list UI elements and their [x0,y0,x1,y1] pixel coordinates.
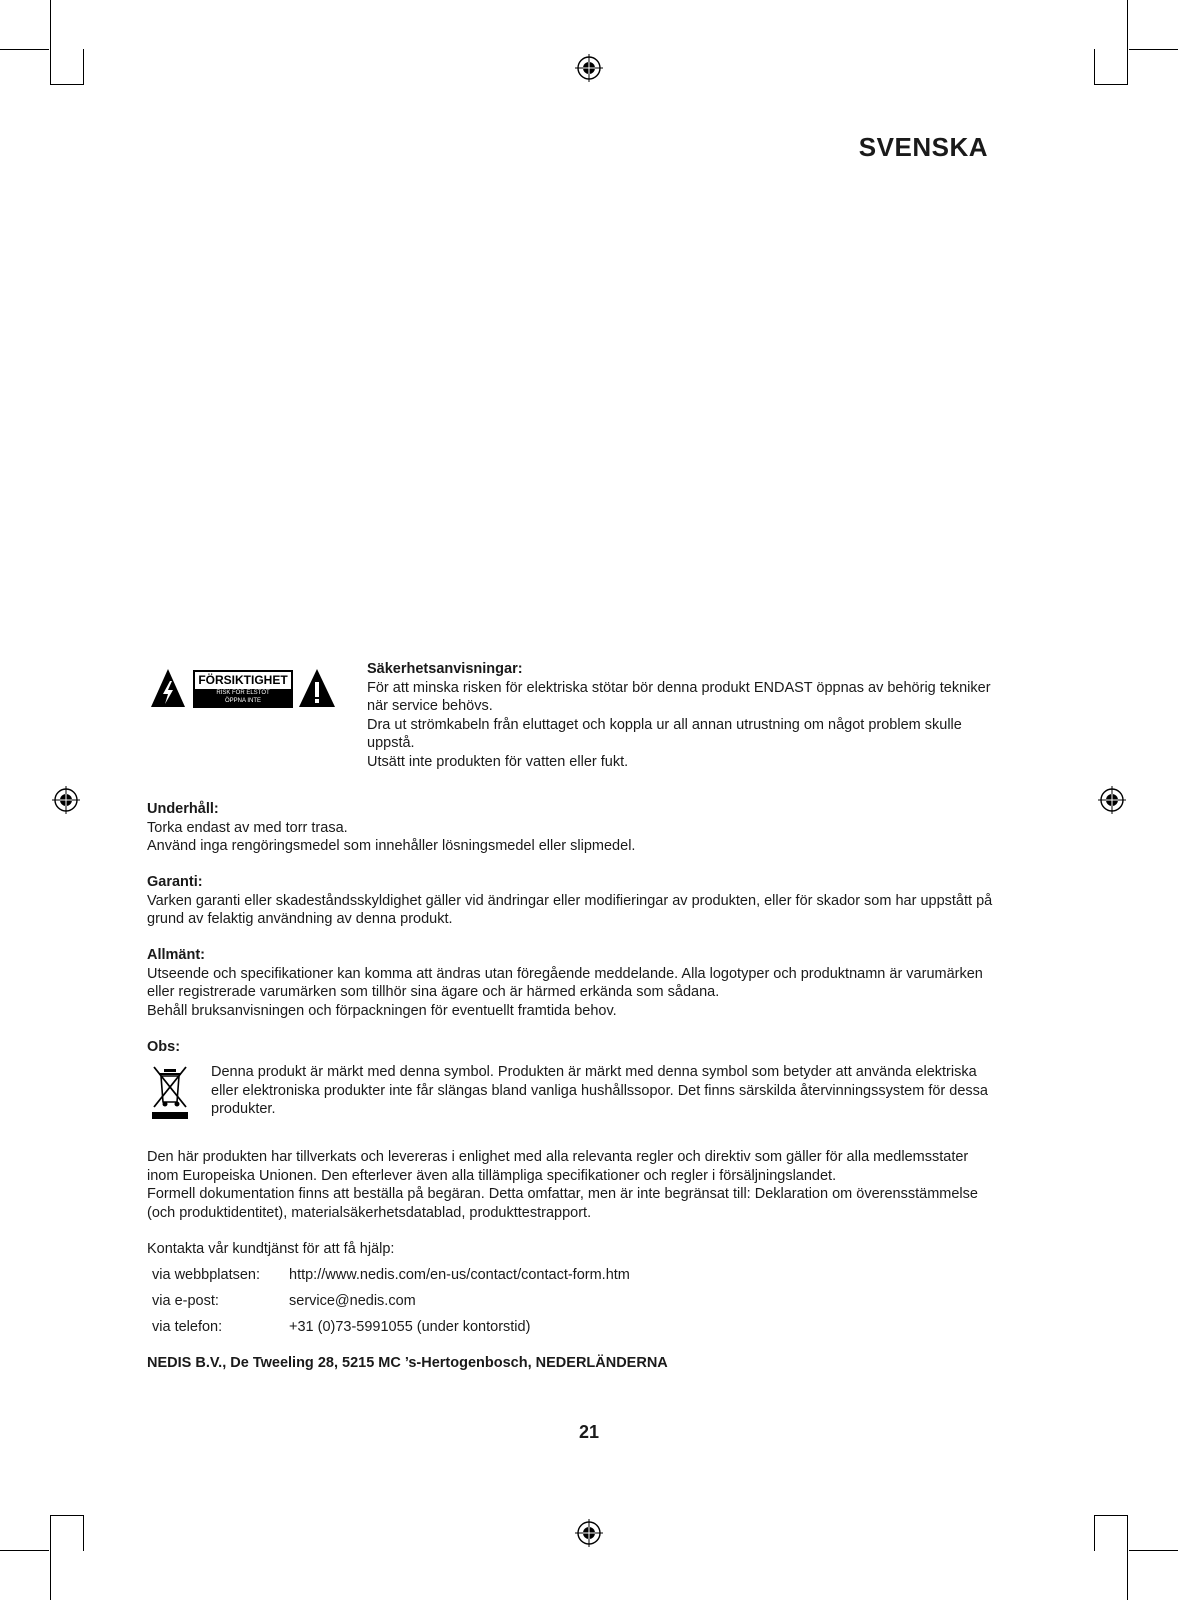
exclamation-warning-icon [298,667,336,709]
section-heading: Allmänt: [147,947,205,963]
contact-label: via e-post: [152,1293,219,1309]
paragraph-line: inom Europeiska Unionen. Den efterlever även alla tillämpliga specifikationer och regler i försäljningslandet. [147,1167,837,1184]
section-heading: Säkerhetsanvisningar: [367,661,523,677]
paragraph-line: Utseende och specifikationer kan komma att ändras utan föregående meddelande. Alla logotyper och produktnamn är varumärken [147,965,983,982]
caution-subtitle: ÖPPNA INTE [224,698,261,704]
paragraph-line: Formell dokumentation finns att beställa på begäran. Detta omfattar, men är inte begränsat till: Deklaration om överensstämmelse [147,1186,978,1202]
paragraph-line: eller registrerade varumärken som tillhör sina ägare och är härmed erkända som sådana. [147,984,720,1000]
paragraph-line: Torka endast av med torr trasa. [147,819,348,836]
contact-phone: +31 (0)73-5991055 (under kontorstid) [289,1319,531,1335]
electric-shock-warning-icon [150,667,186,709]
registration-mark-icon [1097,785,1127,815]
section-heading: Garanti: [147,874,203,890]
paragraph-line: Varken garanti eller skadeståndsskyldighet gäller vid ändringar eller modifieringar av produkten, eller för skador som har uppstått på [147,892,993,909]
paragraph-line: Denna produkt är märkt med denna symbol. Produkten är märkt med denna symbol som betyder att använda elektriska [211,1064,977,1080]
caution-box [193,670,293,708]
caution-subtitle: RISK FÖR ELSTÖT [216,690,270,696]
paragraph-line: uppstå. [367,735,415,751]
note-body [211,1063,1011,1119]
section-heading: Underhåll: [147,801,219,817]
contact-label: via webbplatsen: [152,1267,261,1283]
caution-title: FÖRSIKTIGHET [195,672,291,689]
contact-label: via telefon: [152,1319,223,1335]
contact-website-link[interactable]: http://www.nedis.com/en-us/contact/contact-form.htm [289,1267,630,1283]
paragraph-line: (och produktidentitet), materialsäkerhetsdatablad, produkttestrapport. [147,1204,592,1221]
section-heading: Obs: [147,1039,181,1055]
paragraph-line: produkter. [211,1101,276,1117]
page-number: 21 [578,1422,600,1442]
language-heading: SVENSKA [858,132,988,162]
company-address: NEDIS B.V., De Tweeling 28, 5215 MC ’s-Hertogenbosch, NEDERLÄNDERNA [147,1355,668,1371]
paragraph-line: grund av felaktig användning av denna produkt. [147,911,453,927]
general-section [147,946,1027,1020]
paragraph-line: Den här produkten har tillverkats och levereras i enlighet med alla relevanta regler och direktiv som gäller för alla medlemsstater [147,1149,969,1165]
caution-warning-label [150,667,340,711]
paragraph-line: när service behövs. [367,698,493,714]
paragraph-line: Använd inga rengöringsmedel som innehåller lösningsmedel eller slipmedel. [147,838,636,854]
paragraph-line: Utsätt inte produkten för vatten eller fukt. [367,753,629,770]
paragraph-line: eller elektroniska produkter inte får slängas bland vanliga hushållssopor. Det finns särskilda återvinningssystem för dessa [211,1082,988,1099]
registration-mark-icon [574,1518,604,1548]
registration-mark-icon [51,785,81,815]
paragraph-line: Dra ut strömkabeln från eluttaget och koppla ur all annan utrustning om något problem skulle [367,716,962,733]
paragraph-line: För att minska risken för elektriska stötar bör denna produkt ENDAST öppnas av behörig tekniker [367,679,991,696]
paragraph-line: Behåll bruksanvisningen och förpackningen för eventuellt framtida behov. [147,1002,617,1019]
warranty-section [147,873,1027,929]
contact-email-link[interactable]: service@nedis.com [289,1293,416,1309]
contact-intro: Kontakta vår kundtjänst för att få hjälp: [147,1241,395,1257]
safety-section [367,660,1017,771]
weee-crossed-bin-icon [150,1063,190,1121]
registration-mark-icon [574,53,604,83]
compliance-section [147,1148,1027,1222]
maintenance-section [147,800,1027,856]
note-heading-wrap [147,1038,1027,1057]
